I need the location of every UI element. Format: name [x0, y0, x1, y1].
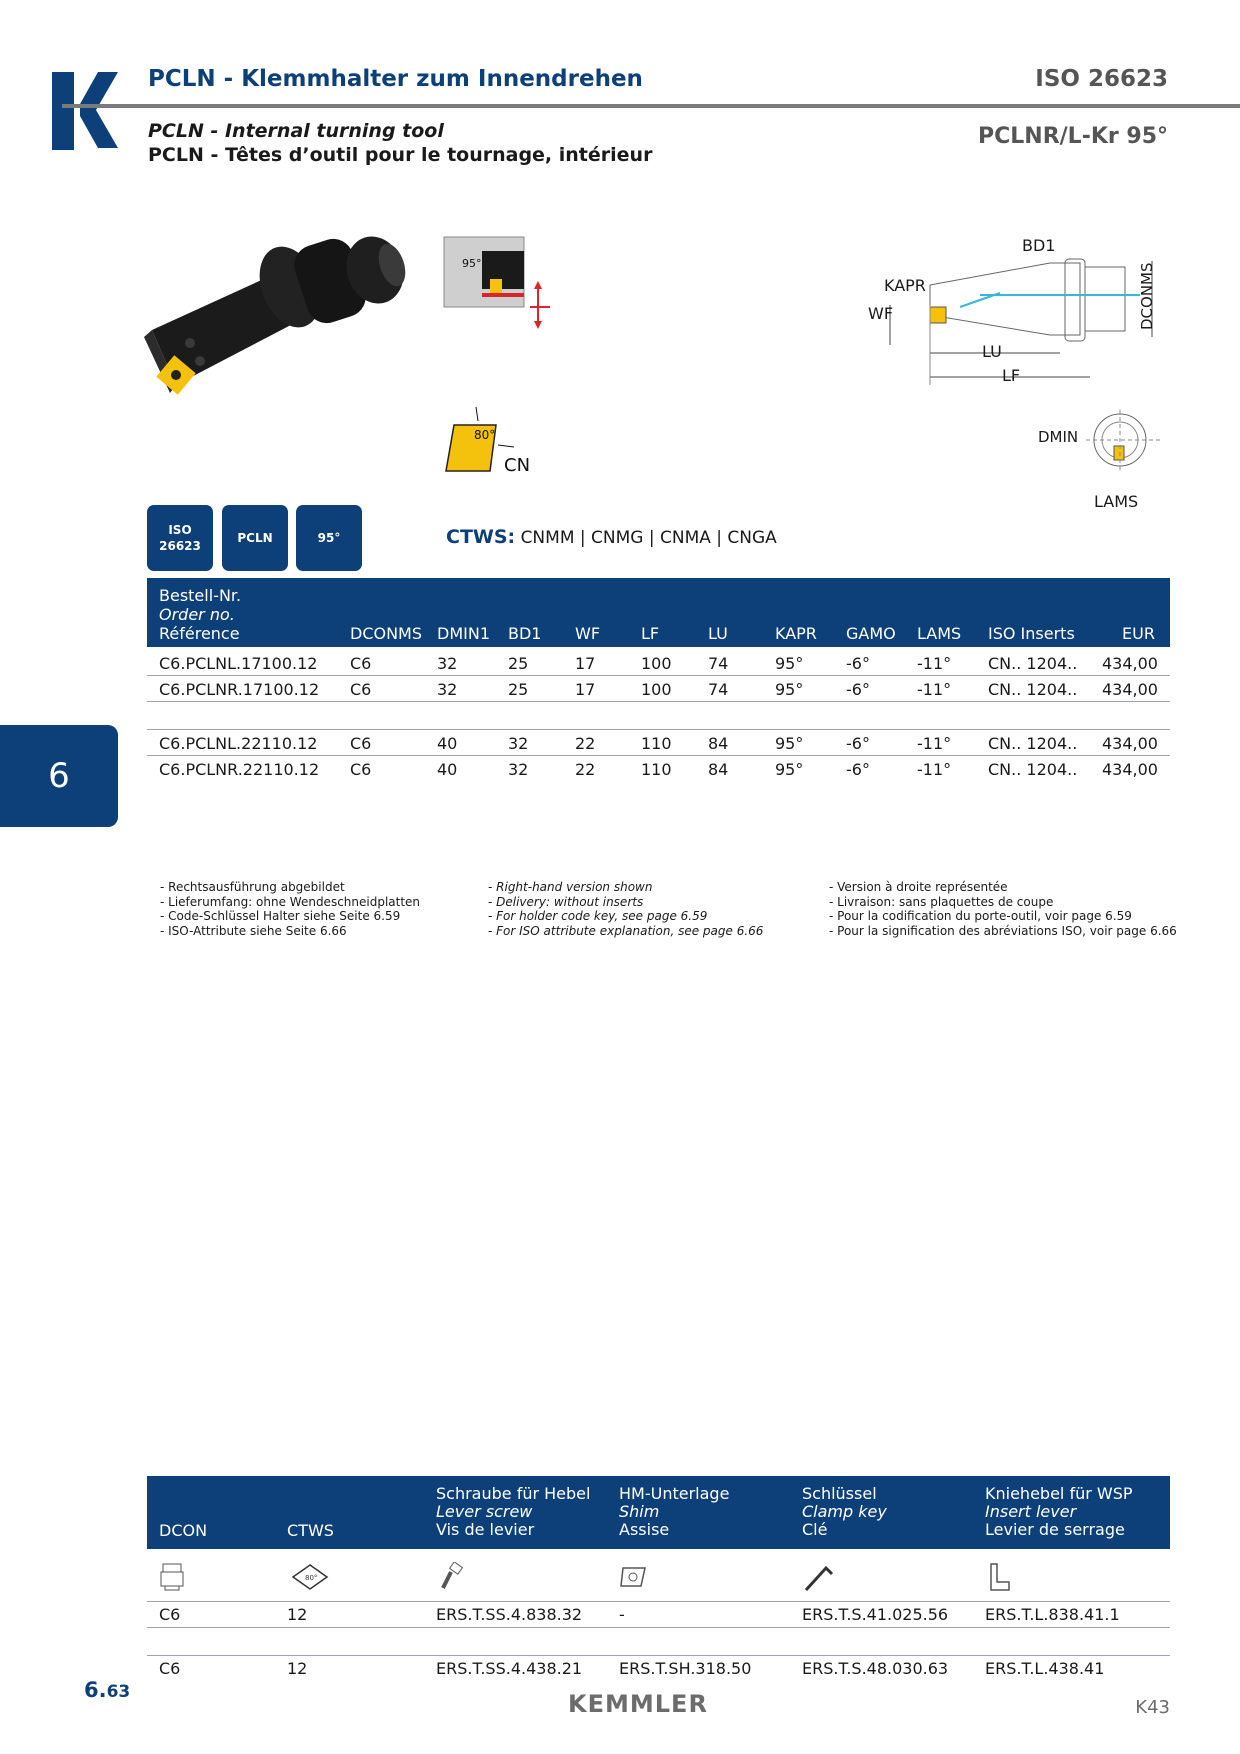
cell-kapr: 95° [775, 680, 804, 699]
ctws-label: CTWS: [446, 526, 516, 548]
note-line: - Version à droite représentée [829, 880, 1008, 894]
cell-dconms: C6 [350, 734, 372, 753]
cell-wf: 22 [575, 734, 596, 753]
acc-col-screw: Schraube für Hebel Lever screw Vis de levier [436, 1484, 591, 1539]
cell-lf: 110 [641, 734, 672, 753]
cell-gamo: -6° [846, 680, 870, 699]
subtitle-fr: PCLN - Têtes d’outil pour le tournage, intérieur [148, 144, 653, 166]
acc-cell-dcon: C6 [159, 1605, 181, 1624]
col-dconms: DCONMS [350, 624, 423, 643]
tool-designation: PCLNR/L-Kr 95° [978, 124, 1168, 149]
note-line: - Right-hand version shown [488, 880, 653, 894]
cell-lams: -11° [917, 760, 952, 779]
accessory-spacer-row [147, 1628, 1170, 1656]
acc-cell-lever: ERS.T.L.438.41 [985, 1659, 1105, 1678]
cell-lf: 100 [641, 654, 672, 673]
ctws-values: CNMM | CNMG | CNMA | CNGA [520, 528, 777, 548]
cell-order-no: C6.PCLNR.17100.12 [159, 680, 320, 699]
cell-order-no: C6.PCLNL.22110.12 [159, 734, 318, 753]
dim-kapr: KAPR [884, 276, 926, 295]
accessories-icon-row [147, 1552, 1170, 1602]
table-row [147, 730, 1170, 756]
cell-bd1: 32 [508, 734, 529, 753]
cell-eur: 434,00 [1102, 760, 1158, 779]
header-order-en: Order no. [159, 605, 235, 624]
dim-lu: LU [982, 342, 1002, 361]
note-line: - Delivery: without inserts [488, 894, 644, 909]
badge-iso: ISO 26623 [147, 505, 213, 571]
insert-shape-diagram [440, 405, 540, 475]
cell-dmin1: 32 [437, 654, 458, 673]
col-lf: LF [641, 624, 660, 643]
note-line: - For holder code key, see page 6.59 [488, 909, 708, 923]
cell-kapr: 95° [775, 654, 804, 673]
lever-icon [985, 1562, 1015, 1592]
end-view-drawing [1080, 410, 1180, 490]
table-row [147, 756, 1170, 782]
approach-angle-diagram [442, 235, 557, 330]
cell-dmin1: 40 [437, 734, 458, 753]
cell-iso-inserts: CN.. 1204.. [988, 680, 1078, 699]
cell-dconms: C6 [350, 654, 372, 673]
cell-lams: -11° [917, 734, 952, 753]
cell-iso-inserts: CN.. 1204.. [988, 734, 1078, 753]
cell-bd1: 25 [508, 654, 529, 673]
dim-lf: LF [1002, 366, 1021, 385]
cell-bd1: 25 [508, 680, 529, 699]
accessory-row [147, 1602, 1170, 1628]
acc-col-shim: HM-Unterlage Shim Assise [619, 1484, 730, 1539]
notes-de [160, 880, 420, 938]
page-number: 6.63 [84, 1678, 131, 1702]
header-divider [62, 104, 1240, 108]
acc-col-ctws: CTWS [287, 1521, 334, 1540]
col-eur: EUR [1122, 624, 1155, 643]
note-line: - Livraison: sans plaquettes de coupe [829, 894, 1054, 909]
cell-lu: 74 [708, 654, 729, 673]
acc-cell-key: ERS.T.S.41.025.56 [802, 1605, 949, 1624]
cell-dconms: C6 [350, 760, 372, 779]
cell-iso-inserts: CN.. 1204.. [988, 654, 1078, 673]
col-iso-inserts: ISO Inserts [988, 624, 1075, 643]
page-title: PCLN - Klemmhalter zum Innendrehen [148, 66, 643, 92]
col-kapr: KAPR [775, 624, 817, 643]
acc-col-key: Schlüssel Clamp key Clé [802, 1484, 887, 1539]
accessories-table-header [147, 1476, 1170, 1549]
cell-lu: 84 [708, 734, 729, 753]
dim-bd1: BD1 [1022, 236, 1056, 255]
table-spacer-row [147, 702, 1170, 730]
cell-wf: 17 [575, 680, 596, 699]
acc-cell-shim: - [619, 1605, 625, 1624]
insert-diamond-icon [290, 1562, 330, 1592]
acc-col-dcon: DCON [159, 1521, 208, 1540]
cell-gamo: -6° [846, 654, 870, 673]
note-line: - Code-Schlüssel Halter siehe Seite 6.59 [160, 909, 401, 923]
col-dmin1: DMIN1 [437, 624, 490, 643]
cell-order-no: C6.PCLNL.17100.12 [159, 654, 318, 673]
accessory-row [147, 1656, 1170, 1682]
cell-bd1: 32 [508, 760, 529, 779]
notes-en [488, 880, 763, 938]
cell-lf: 110 [641, 760, 672, 779]
angle-label: 95° [462, 257, 482, 270]
dim-wf: WF [868, 304, 894, 323]
holder-icon [159, 1562, 187, 1592]
cell-dconms: C6 [350, 680, 372, 699]
cell-eur: 434,00 [1102, 680, 1158, 699]
col-lu: LU [708, 624, 728, 643]
cell-eur: 434,00 [1102, 654, 1158, 673]
catalog-code: K43 [1135, 1697, 1170, 1718]
cell-lams: -11° [917, 654, 952, 673]
note-line: - Lieferumfang: ohne Wendeschneidplatten [160, 894, 421, 909]
insert-angle: 80° [474, 428, 496, 442]
note-line: - Rechtsausführung abgebildet [160, 880, 345, 894]
dim-dmin: DMIN [1038, 428, 1079, 446]
acc-cell-screw: ERS.T.SS.4.838.32 [436, 1605, 583, 1624]
acc-col-lever: Kniehebel für WSP Insert lever Levier de serrage [985, 1484, 1133, 1539]
acc-cell-screw: ERS.T.SS.4.438.21 [436, 1659, 583, 1678]
cell-gamo: -6° [846, 760, 870, 779]
acc-cell-key: ERS.T.S.48.030.63 [802, 1659, 949, 1678]
iso-code: ISO 26623 [1035, 66, 1168, 92]
insert-shape-code: CN [504, 455, 531, 475]
acc-cell-dcon: C6 [159, 1659, 181, 1678]
table-row [147, 650, 1170, 676]
main-table-header [147, 578, 1170, 647]
cell-kapr: 95° [775, 734, 804, 753]
note-line: - ISO-Attribute siehe Seite 6.66 [160, 923, 347, 938]
cell-lams: -11° [917, 680, 952, 699]
cell-wf: 22 [575, 760, 596, 779]
cell-lu: 74 [708, 680, 729, 699]
cell-iso-inserts: CN.. 1204.. [988, 760, 1078, 779]
cell-dmin1: 40 [437, 760, 458, 779]
cell-eur: 434,00 [1102, 734, 1158, 753]
badge-pcln: PCLN [222, 505, 288, 571]
cell-order-no: C6.PCLNR.22110.12 [159, 760, 320, 779]
col-bd1: BD1 [508, 624, 542, 643]
col-wf: WF [575, 624, 601, 643]
acc-cell-ctws: 12 [287, 1659, 308, 1678]
cell-lu: 84 [708, 760, 729, 779]
note-line: - Pour la signification des abréviations ISO, voir page 6.66 [829, 923, 1177, 938]
dim-lams: LAMS [1094, 492, 1139, 511]
col-lams: LAMS [917, 624, 962, 643]
chapter-tab: 6 [0, 725, 118, 827]
note-line: - For ISO attribute explanation, see page 6.66 [488, 923, 764, 938]
ctws-line [446, 526, 777, 548]
tool-holder-image [140, 225, 440, 420]
table-row [147, 676, 1170, 702]
acc-cell-ctws: 12 [287, 1605, 308, 1624]
brand-logo-text: KEMMLER [568, 1690, 708, 1718]
cell-gamo: -6° [846, 734, 870, 753]
icon-insert-angle: 80° [305, 1574, 318, 1582]
cell-wf: 17 [575, 654, 596, 673]
cell-kapr: 95° [775, 760, 804, 779]
subtitle-en: PCLN - Internal turning tool [148, 120, 444, 142]
header-order-fr: Référence [159, 624, 240, 643]
notes-fr [829, 880, 1177, 938]
note-line: - Pour la codification du porte-outil, voir page 6.59 [829, 909, 1132, 923]
cell-dmin1: 32 [437, 680, 458, 699]
col-gamo: GAMO [846, 624, 896, 643]
wrench-key-icon [802, 1562, 836, 1592]
dim-dconms: DCONMS [1138, 262, 1156, 330]
acc-cell-lever: ERS.T.L.838.41.1 [985, 1605, 1120, 1624]
screw-icon [437, 1562, 467, 1592]
company-logo [50, 70, 120, 150]
cell-lf: 100 [641, 680, 672, 699]
badge-angle: 95° [296, 505, 362, 571]
header-order-de: Bestell-Nr. [159, 586, 242, 605]
shim-icon [619, 1562, 649, 1592]
acc-cell-shim: ERS.T.SH.318.50 [619, 1659, 752, 1678]
